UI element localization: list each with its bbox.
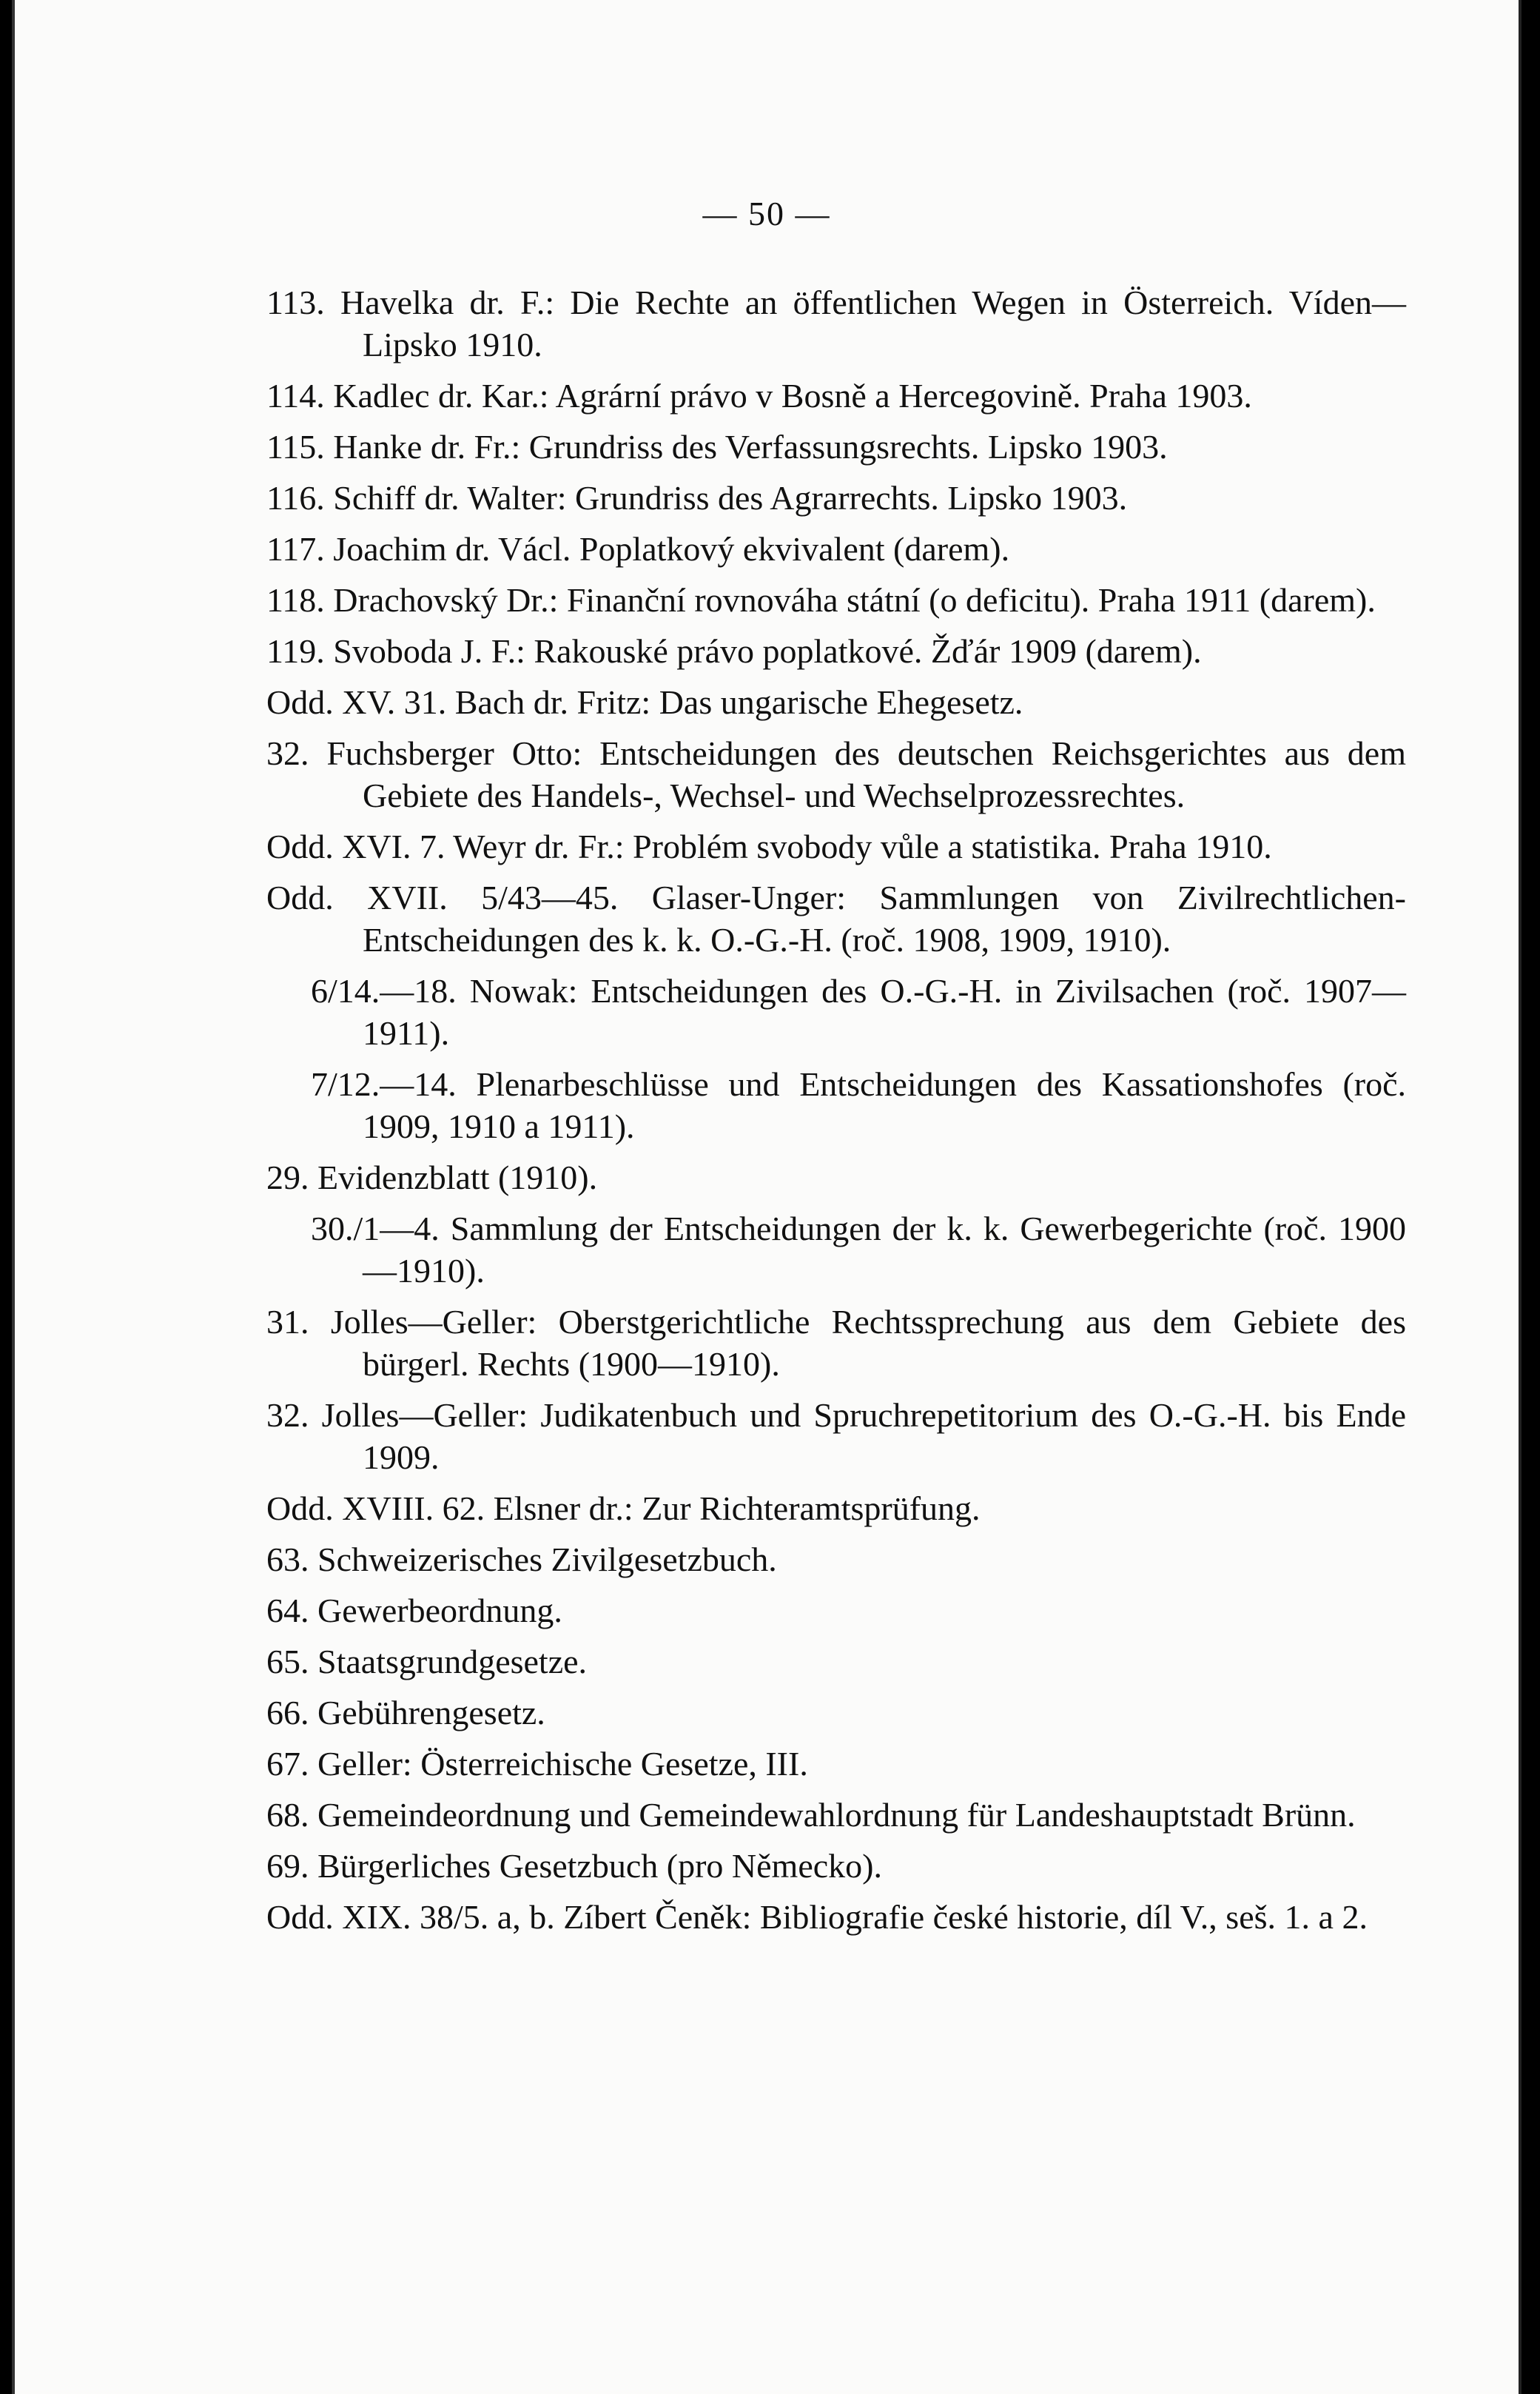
entry-label: 116. — [266, 479, 325, 517]
entry-label: 30./1—4. — [311, 1210, 440, 1247]
entry-label: 32. — [266, 1396, 309, 1434]
list-item — [266, 1301, 1406, 1385]
list-item — [266, 1156, 1406, 1198]
list-item — [266, 1538, 1406, 1580]
list-item — [266, 681, 1406, 723]
entry-label: 64. — [266, 1592, 309, 1629]
entry-text: Jolles—Geller: Oberstgerichtliche Rechtssprechung aus dem Gebiete des bürgerl. Rechts (1900—1910). — [330, 1303, 1407, 1383]
list-item — [266, 732, 1406, 817]
entry-text: Schiff dr. Walter: Grundriss des Agrarrechts. Lipsko 1903. — [333, 479, 1128, 517]
entry-text: Gebührengesetz. — [317, 1694, 545, 1731]
entry-label: 113. — [266, 284, 325, 321]
entry-list — [266, 281, 1406, 1947]
list-item — [266, 1794, 1406, 1836]
document-page — [12, 0, 1521, 2394]
entry-label: 32. — [266, 734, 309, 772]
entry-label: 114. — [266, 377, 325, 415]
entry-label: 117. — [266, 530, 325, 568]
list-item — [266, 1063, 1406, 1147]
entry-label: 6/14.—18. — [311, 972, 457, 1010]
entry-text: XVII. 5/43—45. Glaser-Unger: Sammlungen von Zivilrechtlichen-Entscheidungen des k. k. O.-G.-H. (roč. 1908, 1909, 1910). — [363, 879, 1407, 959]
list-item — [266, 375, 1406, 417]
list-item — [266, 528, 1406, 570]
entry-label: Odd. — [266, 1898, 334, 1936]
entry-label: 118. — [266, 581, 325, 619]
entry-text: XV. 31. Bach dr. Fritz: Das ungarische Ehegesetz. — [342, 683, 1023, 721]
list-item — [266, 1394, 1406, 1478]
entry-label: 7/12.—14. — [311, 1065, 457, 1103]
list-item — [266, 1207, 1406, 1292]
entry-label: 68. — [266, 1796, 309, 1834]
entry-text: Nowak: Entscheidungen des O.-G.-H. in Zivilsachen (roč. 1907—1911). — [363, 972, 1406, 1052]
entry-label: Odd. — [266, 879, 334, 916]
entry-label: 29. — [266, 1159, 309, 1196]
entry-text: Staatsgrundgesetze. — [317, 1643, 588, 1680]
list-item — [266, 1589, 1406, 1632]
entry-text: Drachovský Dr.: Finanční rovnováha státní (o deficitu). Praha 1911 (darem). — [333, 581, 1376, 619]
page-number: — 50 — — [702, 195, 831, 232]
entry-text: Fuchsberger Otto: Entscheidungen des deutschen Reichsgerichtes aus dem Gebiete des Handels-, Wechsel- und Wechselprozessrechtes. — [326, 734, 1406, 814]
entry-text: Bürgerliches Gesetzbuch (pro Německo). — [317, 1847, 882, 1885]
entry-label: Odd. — [266, 683, 334, 721]
list-item — [266, 426, 1406, 468]
entry-label: 31. — [266, 1303, 309, 1341]
entry-text: Havelka dr. F.: Die Rechte an öffentlichen Wegen in Österreich. Víden—Lipsko 1910. — [340, 284, 1407, 363]
list-item — [266, 1743, 1406, 1785]
list-item — [266, 579, 1406, 621]
entry-text: Jolles—Geller: Judikatenbuch und Spruchrepetitorium des O.-G.-H. bis Ende 1909. — [321, 1396, 1407, 1476]
entry-label: 65. — [266, 1643, 309, 1680]
list-item — [266, 876, 1406, 961]
entry-text: Sammlung der Entscheidungen der k. k. Gewerbegerichte (roč. 1900—1910). — [363, 1210, 1406, 1290]
list-item — [266, 630, 1406, 672]
list-item — [266, 970, 1406, 1054]
list-item — [266, 281, 1406, 366]
entry-text: Evidenzblatt (1910). — [317, 1159, 598, 1196]
entry-text: XVI. 7. Weyr dr. Fr.: Problém svobody vůle a statistika. Praha 1910. — [342, 828, 1272, 865]
entry-text: Hanke dr. Fr.: Grundriss des Verfassungsrechts. Lipsko 1903. — [333, 428, 1168, 466]
entry-text: Geller: Österreichische Gesetze, III. — [317, 1745, 808, 1783]
list-item — [266, 1691, 1406, 1734]
entry-label: 119. — [266, 632, 325, 670]
entry-label: Odd. — [266, 828, 334, 865]
entry-text: XVIII. 62. Elsner dr.: Zur Richteramtsprüfung. — [342, 1489, 981, 1527]
entry-label: 66. — [266, 1694, 309, 1731]
entry-label: 115. — [266, 428, 325, 466]
entry-label: 69. — [266, 1847, 309, 1885]
entry-label: Odd. — [266, 1489, 334, 1527]
list-item — [266, 477, 1406, 519]
list-item — [266, 1640, 1406, 1683]
entry-text: Schweizerisches Zivilgesetzbuch. — [317, 1540, 777, 1578]
entry-label: 63. — [266, 1540, 309, 1578]
list-item — [266, 1896, 1406, 1938]
entry-text: XIX. 38/5. a, b. Zíbert Čeněk: Bibliografie české historie, díl V., seš. 1. a 2. — [342, 1898, 1368, 1936]
entry-text: Joachim dr. Václ. Poplatkový ekvivalent (darem). — [333, 530, 1010, 568]
entry-label: 67. — [266, 1745, 309, 1783]
list-item — [266, 1845, 1406, 1887]
list-item — [266, 1487, 1406, 1529]
entry-text: Plenarbeschlüsse und Entscheidungen des Kassationshofes (roč. 1909, 1910 a 1911). — [363, 1065, 1407, 1145]
entry-text: Gewerbeordnung. — [317, 1592, 562, 1629]
entry-text: Gemeindeordnung und Gemeindewahlordnung für Landeshauptstadt Brünn. — [317, 1796, 1356, 1834]
entry-text: Kadlec dr. Kar.: Agrární právo v Bosně a Hercegovině. Praha 1903. — [333, 377, 1252, 415]
entry-text: Svoboda J. F.: Rakouské právo poplatkové. Žďár 1909 (darem). — [333, 632, 1202, 670]
list-item — [266, 825, 1406, 868]
